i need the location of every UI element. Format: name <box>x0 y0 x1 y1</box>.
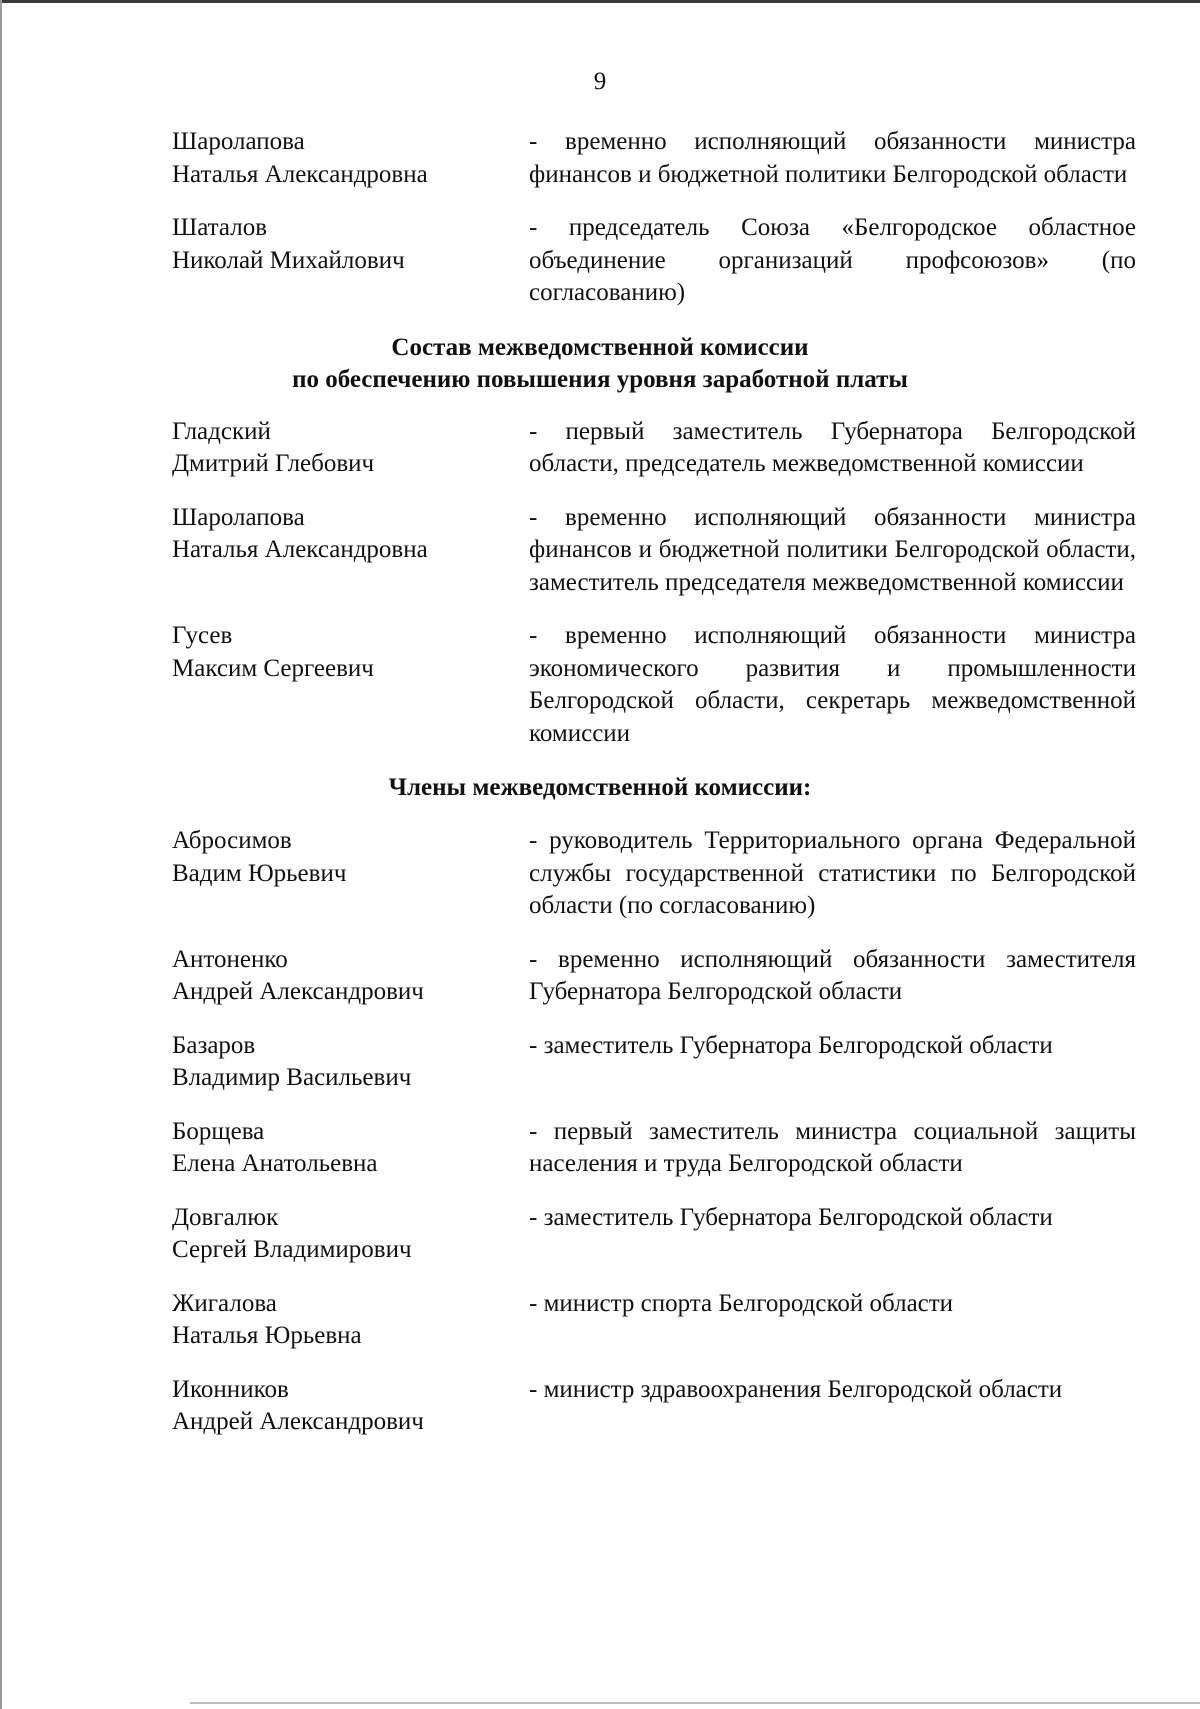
person-surname: Шаролапова <box>172 503 305 531</box>
person-entry <box>172 1030 1136 1095</box>
person-name <box>172 620 529 750</box>
section-heading-line: по обеспечению повышения уровня заработной платы <box>292 365 908 393</box>
scan-edge-top <box>0 0 1200 3</box>
person-name <box>172 1030 529 1095</box>
members-heading <box>0 772 1200 804</box>
person-name <box>172 1202 529 1267</box>
person-given-name: Николай Михайлович <box>172 246 405 274</box>
person-given-name: Андрей Александрович <box>172 978 424 1005</box>
person-name <box>172 212 529 310</box>
person-role: - временно исполняющий обязанности заместителя Губернатора Белгородской области <box>529 945 1136 1005</box>
person-role: - первый заместитель Губернатора Белгородской области, председатель межведомственной комиссии <box>529 417 1136 477</box>
members-heading-text: Члены межведомственной комиссии: <box>388 774 812 801</box>
person-entry <box>172 416 1136 481</box>
person-entry <box>172 825 1136 923</box>
person-role: - руководитель Территориального органа Федеральной службы государственной статистики по Белгородской области (по согласованию) <box>529 827 1136 919</box>
person-name <box>172 1374 529 1439</box>
person-entry <box>172 944 1136 1009</box>
person-name <box>172 126 529 191</box>
person-given-name: Елена Анатольевна <box>172 1150 378 1177</box>
person-role: - министр здравоохранения Белгородской области <box>529 1375 1063 1403</box>
person-entry <box>172 1374 1136 1439</box>
person-name <box>172 944 529 1009</box>
person-name <box>172 416 529 481</box>
person-surname: Гладский <box>172 417 271 445</box>
person-role: - министр спорта Белгородской области <box>529 1289 954 1317</box>
person-entry <box>172 620 1136 750</box>
person-given-name: Наталья Александровна <box>172 160 428 188</box>
person-surname: Гусев <box>172 622 233 649</box>
person-given-name: Сергей Владимирович <box>172 1236 412 1263</box>
person-given-name: Максим Сергеевич <box>172 654 374 682</box>
person-entry <box>172 1288 1136 1353</box>
person-surname: Довгалюк <box>172 1203 279 1231</box>
person-given-name: Дмитрий Глебович <box>172 450 375 477</box>
scan-edge-left <box>0 0 2 1709</box>
person-surname: Жигалова <box>172 1289 277 1317</box>
person-surname: Шаталов <box>172 214 267 241</box>
section-heading <box>0 332 1200 396</box>
person-name <box>172 502 529 600</box>
person-entry <box>172 1202 1136 1267</box>
document-content <box>172 126 1136 1439</box>
person-given-name: Наталья Юрьевна <box>172 1322 362 1349</box>
person-entry <box>172 502 1136 600</box>
person-surname: Абросимов <box>172 827 292 854</box>
person-surname: Шаролапова <box>172 128 305 155</box>
person-entry <box>172 126 1136 191</box>
person-given-name: Наталья Александровна <box>172 536 428 563</box>
person-entry <box>172 1116 1136 1181</box>
person-surname: Борщева <box>172 1117 265 1145</box>
person-role: - временно исполняющий обязанности министра финансов и бюджетной политики Белгородской области, заместитель председателя межведомственной комиссии <box>529 503 1136 596</box>
person-given-name: Вадим Юрьевич <box>172 859 347 887</box>
person-role: - председатель Союза «Белгородское областное объединение организаций профсоюзов» (по согласованию) <box>529 214 1136 306</box>
section-heading-line: Состав межведомственной комиссии <box>391 333 809 361</box>
person-given-name: Андрей Александрович <box>172 1408 424 1435</box>
person-role: - временно исполняющий обязанности министра экономического развития и промышленности Белгородской области, секретарь межведомственной комиссии <box>529 622 1136 747</box>
person-role: - заместитель Губернатора Белгородской области <box>529 1031 1053 1059</box>
person-name <box>172 825 529 923</box>
person-given-name: Владимир Васильевич <box>172 1064 412 1091</box>
person-role: - заместитель Губернатора Белгородской области <box>529 1203 1053 1231</box>
person-name <box>172 1116 529 1181</box>
person-surname: Иконников <box>172 1375 289 1403</box>
scan-edge-bottom <box>190 1702 1200 1704</box>
person-role: - первый заместитель министра социальной защиты населения и труда Белгородской области <box>529 1117 1136 1177</box>
page-number: 9 <box>593 68 607 95</box>
person-surname: Базаров <box>172 1031 256 1059</box>
person-role: - временно исполняющий обязанности министра финансов и бюджетной политики Белгородской области <box>529 128 1136 188</box>
person-surname: Антоненко <box>172 945 288 973</box>
person-entry <box>172 212 1136 310</box>
person-name <box>172 1288 529 1353</box>
